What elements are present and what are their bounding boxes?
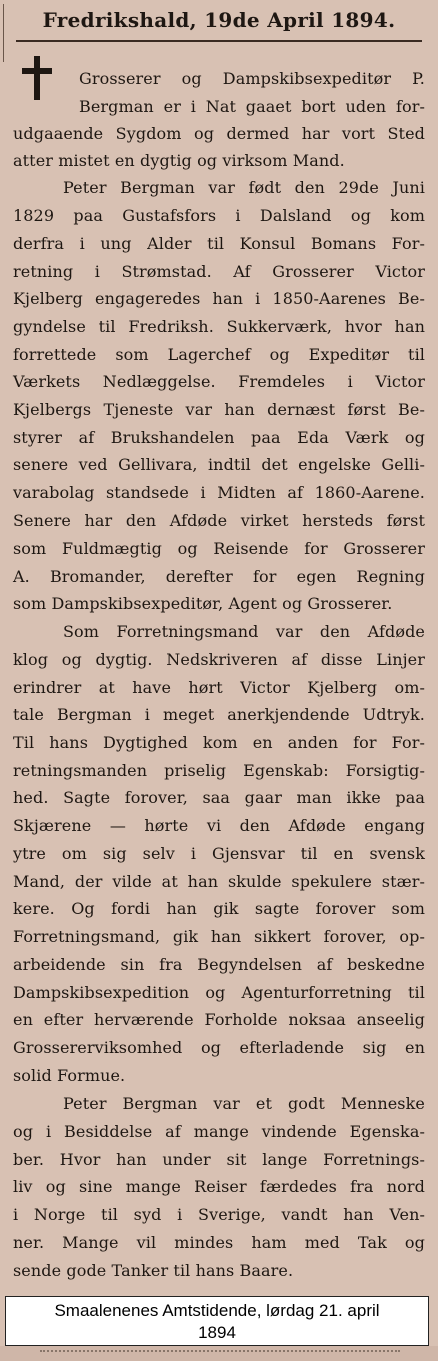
article-line: arbeidende sin fra Begyndelsen af beskedne <box>13 955 425 974</box>
article-line: klog og dygtig. Nedskriveren af disse Linjer <box>13 650 425 669</box>
article-line: varabolag standsede i Midten af 1860-Aarene. <box>13 483 425 502</box>
article-line: hed. Sagte forover, saa gaar man ikke paa <box>13 788 425 807</box>
article-line: senere ved Gellivara, indtil det engelske Gelli- <box>13 455 425 474</box>
article-line: ytre om sig selv i Gjensvar til en svensk <box>13 844 425 863</box>
article-line: forrettede som Lagerchef og Expeditør til <box>13 345 425 364</box>
article-line: Peter Bergman var et godt Menneske <box>63 1094 425 1113</box>
article-line: Dampskibsexpedition og Agenturforretning til <box>13 983 425 1002</box>
article-line: retning i Strømstad. Af Grosserer Victor <box>13 262 425 281</box>
article-line: Kjelbergs Tjeneste var han dernæst først Be- <box>13 400 425 419</box>
article-dateline: Fredrikshald, 19de April 1894. <box>42 8 396 32</box>
article-line: solid Formue. <box>13 1066 126 1085</box>
article-line: kere. Og fordi han gik sagte forover som <box>13 899 425 918</box>
article-line: 1829 paa Gustafsfors i Dalsland og kom <box>13 206 425 225</box>
article-line: Forretningsmand, gik han sikkert forover, op- <box>13 927 425 946</box>
caption-line-2: 1894 <box>198 1323 236 1342</box>
article-line: ber. Hvor han under sit lange Forretnings- <box>13 1150 425 1169</box>
article-line: Grosserer og Dampskibsexpeditør P. <box>79 69 425 88</box>
article-line: som Dampskibsexpeditør, Agent og Grosserer. <box>13 594 393 613</box>
article-line: erindrer at have hørt Victor Kjelberg om- <box>13 678 425 697</box>
article-line: ner. Mange vil mindes ham med Tak og <box>13 1233 425 1252</box>
article-line: Grossererviksomhed og efterladende sig en <box>13 1038 425 1057</box>
article-line: Mand, der vilde at han skulde spekulere stær- <box>13 872 425 891</box>
article-line: A. Bromander, derefter for egen Regning <box>13 567 425 586</box>
article-line: udgaaende Sygdom og dermed har vort Sted <box>13 124 425 143</box>
article-line: Kjelberg engageredes han i 1850-Aarenes Be- <box>13 289 425 308</box>
article-line: atter mistet en dygtig og virksom Mand. <box>13 151 345 170</box>
heading-rule <box>16 40 422 42</box>
article-line: retningsmanden priselig Egenskab: Forsigtig- <box>13 761 425 780</box>
article-line: Som Forretningsmand var den Afdøde <box>63 622 425 641</box>
article-line: sende gode Tanker til hans Baare. <box>13 1261 294 1280</box>
article-line: styrer af Brukshandelen paa Eda Værk og <box>13 428 425 447</box>
article-line: Værkets Nedlæggelse. Fremdeles i Victor <box>13 372 425 391</box>
article-line: derfra i ung Alder til Konsul Bomans For- <box>13 234 425 253</box>
article-line: i Norge til syd i Sverige, vandt han Ven- <box>13 1205 425 1224</box>
article-line: som Fuldmægtig og Reisende for Grosserer <box>13 539 425 558</box>
article-line: Senere har den Afdøde virket hersteds først <box>13 511 425 530</box>
article-line: og i Besiddelse af mange vindende Egenska- <box>13 1122 425 1141</box>
article-line: Bergman er i Nat gaaet bort uden for- <box>79 97 425 116</box>
article-line: liv og sine mange Reiser færdedes fra nord <box>13 1177 425 1196</box>
death-cross-icon <box>22 56 52 100</box>
article-line: Skjærene — hørte vi den Afdøde engang <box>13 816 425 835</box>
article-line: Til hans Dygtighed kom en anden for For- <box>13 733 425 752</box>
article-line: tale Bergman i meget anerkjendende Udtryk. <box>13 705 425 724</box>
article-line: gyndelse til Fredriksh. Sukkerværk, hvor han <box>13 317 425 336</box>
cropped-next-text <box>0 1346 438 1361</box>
caption-line-1: Smaalenenes Amtstidende, lørdag 21. april <box>54 1301 380 1320</box>
article-line: Peter Bergman var født den 29de Juni <box>63 178 425 197</box>
article-line: en efter herværende Forholde noksaa anseelig <box>13 1010 425 1029</box>
source-caption <box>5 1296 429 1346</box>
